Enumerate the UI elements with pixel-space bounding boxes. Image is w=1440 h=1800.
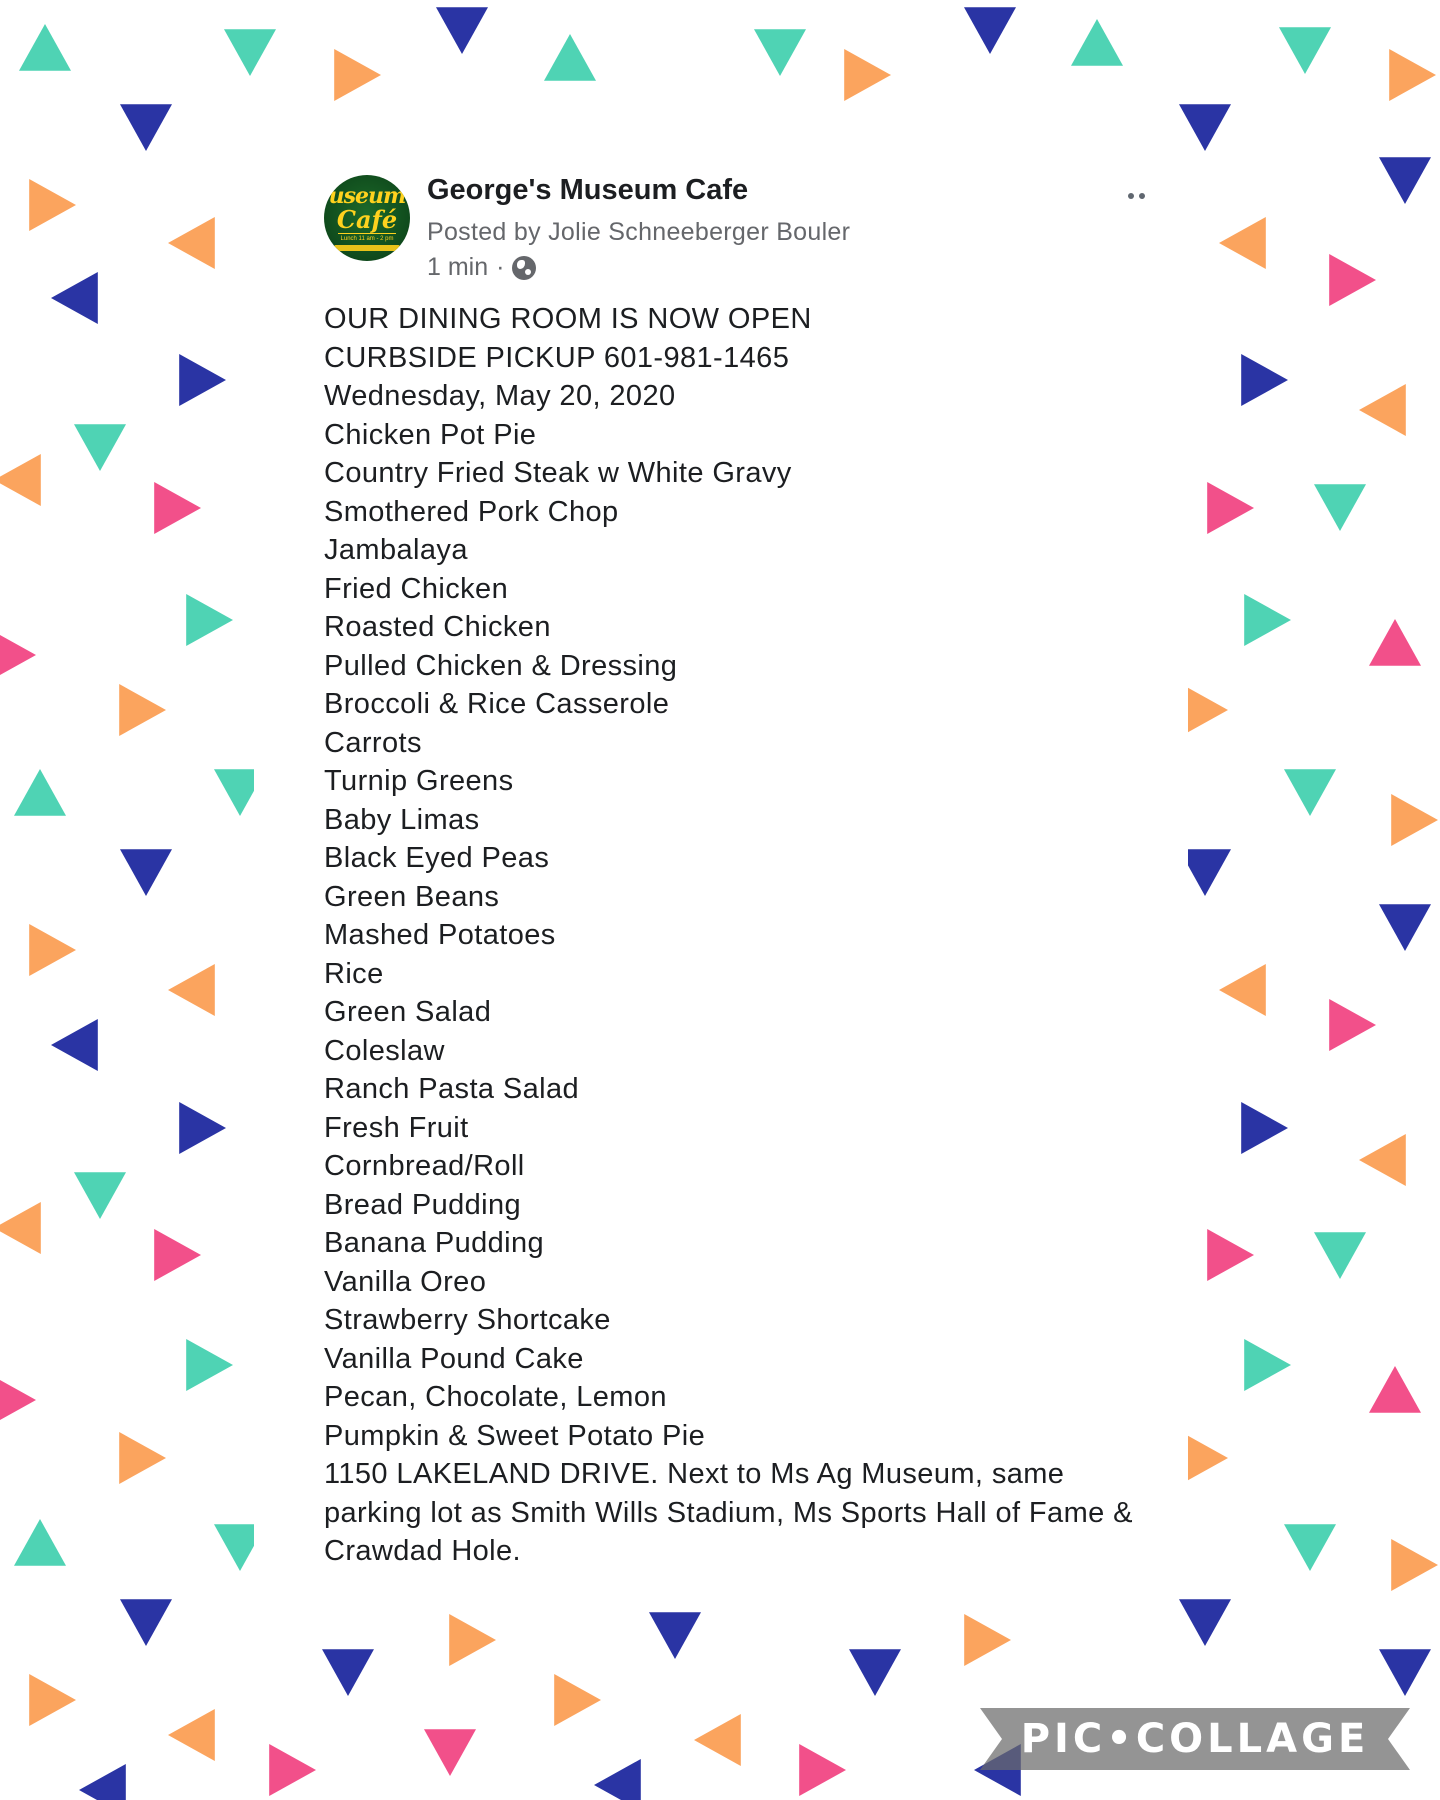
confetti-triangle [1279,27,1331,74]
menu-item: Baby Limas [324,803,480,836]
confetti-triangle [322,1649,374,1696]
post-headline-line: CURBSIDE PICKUP 601-981-1465 [324,341,790,374]
confetti-triangle [1219,964,1266,1016]
confetti-triangle [168,1709,215,1761]
confetti-triangle [1207,482,1254,534]
confetti-triangle [1284,769,1336,816]
menu-item: Pecan, Chocolate, Lemon [324,1381,667,1413]
confetti-triangle [1241,1102,1288,1154]
confetti-triangle [1329,999,1376,1051]
confetti-triangle [964,1614,1011,1666]
post-meta [427,253,536,282]
confetti-triangle [594,1759,641,1800]
confetti-triangle [1207,1229,1254,1281]
confetti-triangle [1389,49,1436,101]
confetti-triangle [119,684,166,736]
confetti-triangle [269,1744,316,1796]
more-dot-icon [1128,193,1134,199]
globe-icon[interactable] [512,256,536,280]
menu-item: Jambalaya [324,534,468,566]
confetti-triangle [649,1612,701,1659]
confetti-triangle [186,594,233,646]
post-timestamp[interactable]: 1 min [427,253,489,281]
avatar-logo-script: Café [336,205,398,234]
confetti-triangle [799,1744,846,1796]
confetti-triangle [119,1432,166,1484]
confetti-triangle [120,104,172,151]
confetti-triangle [964,7,1016,54]
menu-item: Black Eyed Peas [324,842,550,874]
menu-item: Broccoli & Rice Casserole [324,688,670,720]
more-options-button[interactable] [1118,183,1155,209]
post-headline-line: OUR DINING ROOM IS NOW OPEN [324,303,812,335]
confetti-triangle [554,1674,601,1726]
confetti-triangle [1379,904,1431,951]
menu-item: Pumpkin & Sweet Potato Pie [324,1419,706,1452]
menu-item: Country Fried Steak w White Gravy [324,457,792,489]
confetti-triangle [19,24,71,71]
menu-item: Vanilla Oreo [324,1265,487,1298]
confetti-triangle [1314,484,1366,531]
confetti-triangle [29,179,76,231]
menu-item: Green Beans [324,880,500,913]
meta-separator: · [496,253,505,281]
confetti-triangle [844,49,891,101]
confetti-triangle [1181,684,1228,736]
menu-item: Cornbread/Roll [324,1150,525,1182]
confetti-triangle [1329,254,1376,306]
avatar-logo-hours: Lunch 11 am - 2 pm [338,233,396,242]
confetti-triangle [1391,794,1438,846]
menu-item: Ranch Pasta Salad [324,1073,580,1105]
menu-item: Coleslaw [324,1034,445,1067]
confetti-triangle [1244,1339,1291,1391]
page-avatar[interactable] [324,175,410,261]
more-dot-icon [1139,193,1145,199]
posted-by-text[interactable]: Posted by Jolie Schneeberger Bouler [427,218,851,246]
confetti-triangle [1241,354,1288,406]
confetti-triangle [1284,1524,1336,1571]
confetti-triangle [334,49,381,101]
confetti-triangle [0,454,41,506]
menu-item: Carrots [324,726,422,759]
confetti-triangle [79,1764,126,1800]
confetti-triangle [424,1729,476,1776]
menu-item: Bread Pudding [324,1188,522,1221]
confetti-triangle [14,769,66,816]
confetti-triangle [544,34,596,81]
confetti-triangle [51,1019,98,1071]
post-body-text [324,300,1154,1571]
menu-item: Fried Chicken [324,572,509,605]
confetti-triangle [0,629,36,681]
confetti-triangle [179,354,226,406]
menu-item: Pulled Chicken & Dressing [324,649,678,682]
menu-item: Green Salad [324,996,492,1028]
confetti-triangle [1314,1232,1366,1279]
confetti-triangle [179,1102,226,1154]
confetti-triangle [168,217,215,269]
menu-item: Vanilla Pound Cake [324,1342,584,1375]
confetti-triangle [154,482,201,534]
confetti-triangle [694,1714,741,1766]
confetti-triangle [14,1519,66,1566]
menu-item: Strawberry Shortcake [324,1304,611,1336]
confetti-triangle [1071,19,1123,66]
confetti-triangle [449,1614,496,1666]
confetti-triangle [1219,217,1266,269]
facebook-post-card [254,128,1188,1588]
menu-item: Rice [324,957,384,990]
confetti-triangle [29,924,76,976]
confetti-triangle [1369,1366,1421,1413]
confetti-triangle [849,1649,901,1696]
avatar-logo-banner [334,245,400,251]
menu-item: Fresh Fruit [324,1111,469,1144]
post-headline-line: Wednesday, May 20, 2020 [324,380,676,412]
confetti-triangle [0,1202,41,1254]
pic-collage-watermark [980,1708,1410,1770]
confetti-triangle [154,1229,201,1281]
avatar-logo-text: useum [328,183,406,209]
confetti-triangle [186,1339,233,1391]
confetti-triangle [1244,594,1291,646]
confetti-triangle [74,1172,126,1219]
confetti-triangle [1359,384,1406,436]
confetti-triangle [1379,1649,1431,1696]
confetti-triangle [436,7,488,54]
confetti-triangle [168,964,215,1016]
confetti-triangle [120,849,172,896]
confetti-triangle [1379,157,1431,204]
confetti-triangle [120,1599,172,1646]
confetti-triangle [1179,1599,1231,1646]
confetti-triangle [1359,1134,1406,1186]
menu-item: Smothered Pork Chop [324,495,619,528]
menu-item: Mashed Potatoes [324,919,556,951]
menu-item: Banana Pudding [324,1227,545,1259]
confetti-triangle [0,1374,36,1426]
menu-item: Roasted Chicken [324,611,551,643]
watermark-text: PIC•COLLAGE [1020,1716,1370,1762]
confetti-triangle [51,272,98,324]
confetti-triangle [224,29,276,76]
menu-item: Chicken Pot Pie [324,418,537,451]
confetti-triangle [1391,1539,1438,1591]
page-name-link[interactable]: George's Museum Cafe [427,174,749,206]
confetti-triangle [1369,619,1421,666]
confetti-triangle [1181,1432,1228,1484]
address-text: 1150 LAKELAND DRIVE. Next to Ms Ag Museum, same parking lot as Smith Wills Stadium, Ms Sports Hall of Fame & Crawdad Hole. [324,1458,1133,1567]
confetti-triangle [29,1674,76,1726]
confetti-triangle [754,29,806,76]
menu-item: Turnip Greens [324,765,514,797]
confetti-triangle [74,424,126,471]
